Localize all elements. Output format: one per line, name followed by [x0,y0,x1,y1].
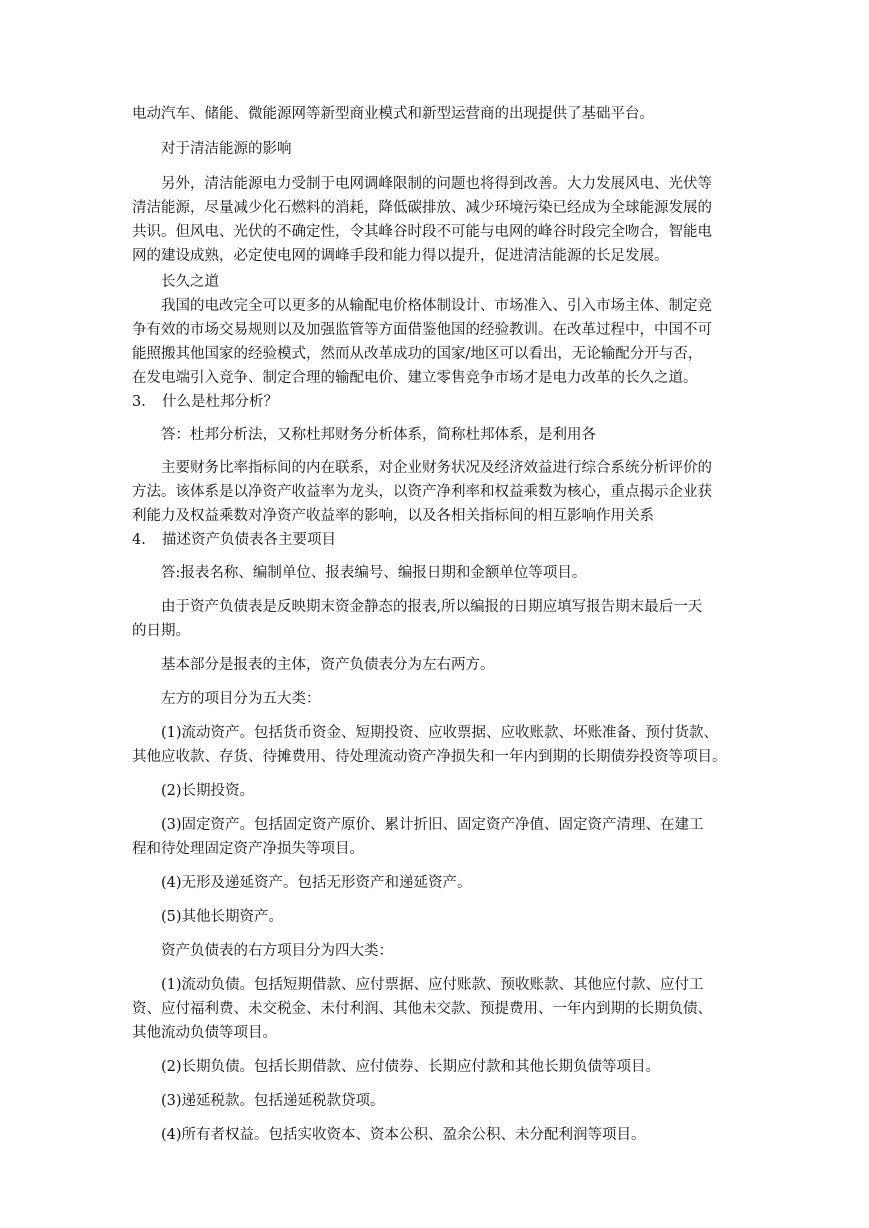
list-item: (1)流动资产。包括货币资金、短期投资、应收票据、应收账款、坏账准备、预付货款、 [161,725,719,741]
list-item-continuation: 其他应收款、存货、待摊费用、待处理流动资产净损失和一年内到期的长期债券投资等项目。 [132,749,727,765]
paragraph-line: 主要财务比率指标间的内在联系，对企业财务状况及经济效益进行综合系统分析评价的 [161,460,712,476]
list-item: (2)长期负债。包括长期借款、应付债券、长期应付款和其他长期负债等项目。 [161,1059,661,1075]
paragraph-line: 由于资产负债表是反映期末资金静态的报表,所以编报的日期应填写报告期末最后一天 [161,599,703,615]
paragraph-line: 在发电端引入竞争、制定合理的输配电价、建立零售竞争市场才是电力改革的长久之道。 [132,370,698,386]
list-item: (1)流动负债。包括短期借款、应付票据、应付账款、预收账款、其他应付款、应付工 [161,977,704,993]
list-item: (4)所有者权益。包括实收资本、资本公积、盈余公积、未分配利润等项目。 [161,1127,646,1143]
paragraph-line: 资产负债表的右方项目分为四大类： [161,943,393,959]
list-item: (2)长期投资。 [161,783,255,799]
list-item: (4)无形及递延资产。包括无形资产和递延资产。 [161,875,472,891]
question-number: 3. [132,394,146,410]
section-heading-clean-energy: 对于清洁能源的影响 [161,141,292,157]
paragraph-line: 清洁能源，尽量减少化石燃料的消耗，降低碳排放、减少环境污染已经成为全球能源发展的 [132,200,712,216]
paragraph-line: 争有效的市场交易规则以及加强监管等方面借鉴他国的经验教训。在改革过程中，中国不可 [132,322,712,338]
paragraph-line: 电动汽车、储能、微能源网等新型商业模式和新型运营商的出现提供了基础平台。 [132,106,654,122]
question-text: 描述资产负债表各主要项目 [162,532,336,548]
paragraph-line: 基本部分是报表的主体，资产负债表分为左右两方。 [161,657,495,673]
question-4 [132,530,336,550]
question-number: 4. [132,532,146,548]
paragraph-line: 我国的电改完全可以更多的从输配电价格体制设计、市场准入、引入市场主体、制定竞 [161,298,712,314]
list-item: (3)递延税款。包括递延税款贷项。 [161,1093,385,1109]
list-item: (3)固定资产。包括固定资产原价、累计折旧、固定资产净值、固定资产清理、在建工 [161,817,704,833]
list-item-continuation: 资、应付福利费、未交税金、未付利润、其他未交款、预提费用、一年内到期的长期负债、 [132,1001,712,1017]
paragraph-line: 利能力及权益乘数对净资产收益率的影响，以及各相关指标间的相互影响作用关系 [132,508,654,524]
paragraph-line: 左方的项目分为五大类： [161,691,321,707]
list-item: (5)其他长期资产。 [161,909,284,925]
paragraph-line: 能照搬其他国家的经验模式，然而从改革成功的国家/地区可以看出，无论输配分开与否， [132,346,703,362]
question-text: 什么是杜邦分析？ [162,394,278,410]
paragraph-line: 另外，清洁能源电力受制于电网调峰限制的问题也将得到改善。大力发展风电、光伏等 [161,176,712,192]
list-item-continuation: 程和待处理固定资产净损失等项目。 [132,841,364,857]
answer-3: 答：杜邦分析法，又称杜邦财务分析体系，简称杜邦体系，是利用各 [161,427,596,443]
list-item-continuation: 其他流动负债等项目。 [132,1025,277,1041]
paragraph-line: 的日期。 [132,623,190,639]
section-heading-long-term: 长久之道 [161,274,219,290]
paragraph-line: 共识。但风电、光伏的不确定性，令其峰谷时段不可能与电网的峰谷时段完全吻合，智能电 [132,224,712,240]
paragraph-line: 网的建设成熟，必定使电网的调峰手段和能力得以提升，促进清洁能源的长足发展。 [132,248,669,264]
answer-4: 答:报表名称、编制单位、报表编号、编报日期和金额单位等项目。 [161,565,587,581]
question-3 [132,392,278,412]
paragraph-line: 方法。该体系是以净资产收益率为龙头，以资产净利率和权益乘数为核心，重点揭示企业获 [132,484,712,500]
